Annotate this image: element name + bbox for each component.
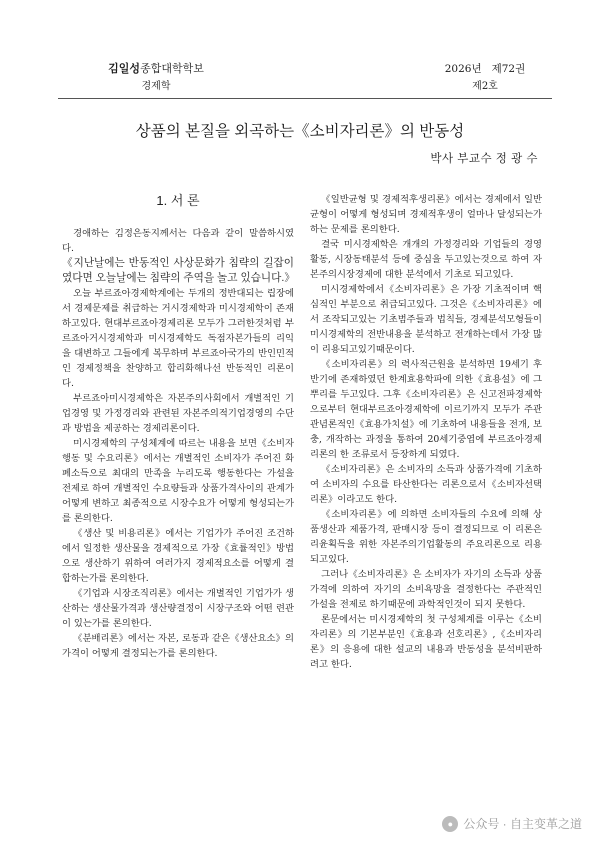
paragraph: 미시경제학에서《소비자리론》은 가장 기초적이며 핵심적인 부분으로 취급되고있다. 그것은《소비자리론》에서 조작되고있는 기초범주들과 법칙들, 경제분석모형들이 미시경제학의 전반내용을 분석하고 전개하는데서 가장 많이 리용되고있기때문이다. (310, 284, 542, 355)
wechat-icon: ● (442, 816, 458, 832)
watermark-text: 公众号 · 自主变革之道 (463, 817, 582, 831)
article-author: 박사 부교수 정 광 수 (430, 153, 538, 165)
paragraph: 《분배리론》에서는 자본, 로동과 같은《생산요소》의 가격이 어떻게 결정되는가를 론의한다. (62, 633, 294, 659)
quotation: 《지난날에는 반동적인 사상문화가 침략의 길잡이였다면 오늘날에는 침략의 주역을 놀고 있습니다.》 (62, 257, 295, 284)
paragraph: 《소비자리론》에 의하면 소비자들의 수요에 의해 상품생산과 제품가격, 판매시장 등이 결정되므로 이 리론은 리윤획득을 위한 자본주의기업활동의 주요리론으로 리용되고있다. (310, 509, 542, 565)
paragraph: 《소비자리론》은 소비자의 소득과 상품가격에 기초하여 소비자의 수요를 타산한다는 리론으로서《소비자선택리론》이라고도 한다. (310, 464, 542, 505)
paragraph: 론문에서는 미시경제학의 첫 구성체계를 이루는《소비자리론》의 기본부분인《효용과 선호리론》,《소비자리론》의 응용에 대한 설교의 내용과 반동성을 분석비판하려고 한다. (310, 614, 542, 670)
header-left (86, 62, 226, 94)
section-heading: 1. 서 론 (156, 193, 200, 208)
paragraph: 부르죠아미시경제학은 자본주의사회에서 개별적인 기업경영 및 가정경리와 관련된 자본주의적기업경영의 수단과 방법을 제공하는 경제리론이다. (62, 393, 294, 434)
paragraph: 《생산 및 비용리론》에서는 기업가가 주어진 조건하에서 일정한 생산물을 경제적으로 가장《효률적인》방법으로 생산하기 위하여 여러가지 경제적요소를 어떻게 결합하는가를 론의한다. (62, 528, 294, 584)
left-column (62, 190, 294, 661)
header-right (430, 62, 540, 94)
paragraph: 결국 미시경제학은 개개의 가정경리와 기업들의 경영활동, 시장동태분석 등에 중심을 두고있는것으로 하여 자본주의시장경제에 대한 분석에서 기초로 되고있다. (310, 239, 542, 280)
paragraph: 경애하는 김정은동지께서는 다음과 같이 말씀하시였다. (62, 228, 294, 254)
paragraph: 미시경제학의 구성체계에 따르는 내용을 보면《소비자행동 및 수요리론》에서는 개별적인 소비자가 주어진 화폐소득으로 최대의 만족을 누리도록 행동한다는 가설을 전제로 하여 개별적인 수요량들과 상품가격사이의 관계가 어떻게 변하고 최종적으로 시장수요가 어떻게 형성되는가를 론의한다. (62, 438, 294, 524)
paragraph: 《일반균형 및 경제적후생리론》에서는 경제에서 일반균형이 어떻게 형성되며 경제적후생이 얼마나 달성되는가 하는 문제를 론의한다. (310, 194, 542, 235)
right-column (310, 192, 542, 672)
paragraph: 《소비자리론》의 력사적근원을 분석하면 19세기 후반기에 존재하였던 한계효용학파에 의한《효용설》에 그 뿌리를 두고있다. 그후《소비자리론》은 신고전파경제학으로부터 현대부르죠아경제학에 이르기까지 모두가 주관관념론적인《효용가치설》에 기초하여 내용들을 전개, 보충, 개작하는 과정을 통하여 20세기중엽에 부르죠아경제리론의 한 조류로서 등장하게 되였다. (310, 359, 542, 460)
watermark (442, 815, 582, 832)
paragraph: 그러나《소비자리론》은 소비자가 자기의 소득과 상품가격에 의하여 자기의 소비욕망을 결정한다는 주관적인 가설을 전제로 하기때문에 과학적인것이 되지 못한다. (310, 569, 542, 610)
publication-name: 김일성종합대학학보 (108, 63, 204, 75)
paragraph: 《기업과 시장조직리론》에서는 개별적인 기업가가 생산하는 생산물가격과 생산량결정이 시장구조와 어떤 련관이 있는가를 론의한다. (62, 588, 294, 629)
issue-number: 제2호 (472, 81, 498, 92)
header-divider (58, 98, 552, 99)
year-volume: 2026년 제72권 (444, 63, 526, 75)
paragraph: 오늘 부르죠아경제학계에는 두개의 정반대되는 립장에서 경제문제를 취급하는 거시경제학과 미시경제학이 존재하고있다. 현대부르죠아경제리론 모두가 그러한것처럼 부르죠아거시경제학과 미시경제학도 독점자본가들의 리익을 대변하고 그들에게 복무하며 부르죠아국가의 반인민적인 경제정책을 찬양하고 합리화해나선 반동적인 리론이다. (62, 288, 294, 389)
publication-section: 경제학 (141, 81, 171, 92)
article-title: 상품의 본질을 외곡하는《소비자리론》의 반동성 (135, 123, 465, 140)
